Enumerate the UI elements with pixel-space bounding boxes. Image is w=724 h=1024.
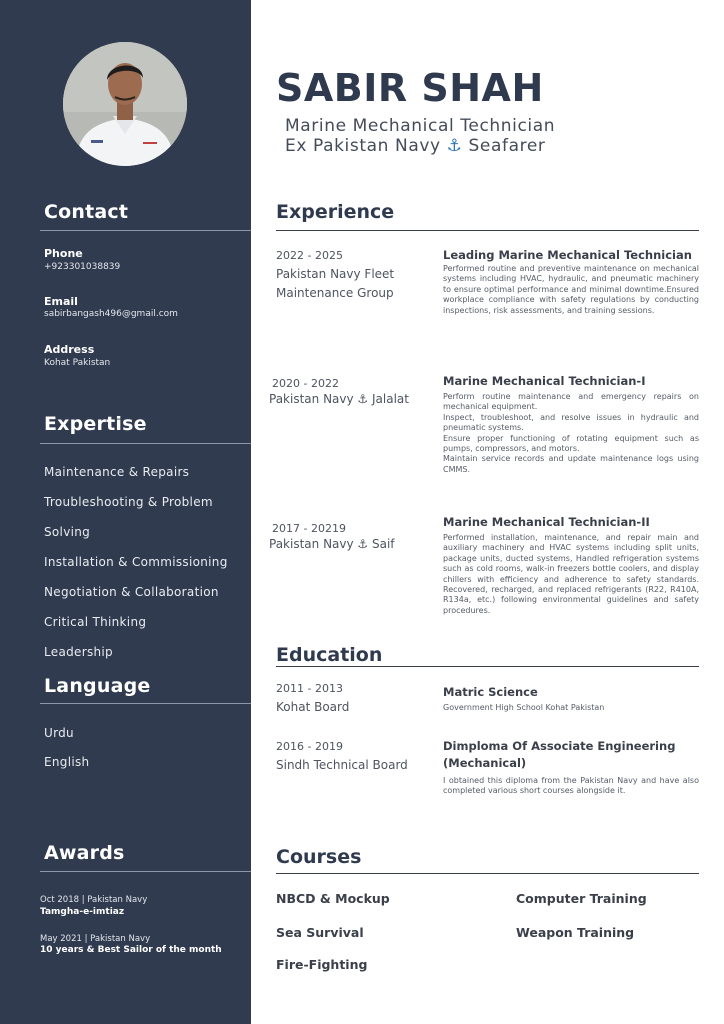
experience-description: Perform routine maintenance and emergency repairs on mechanical equipment. Inspect, troubleshoot, and resolve issues in hydraulic and pneumatic systems. Ensure proper functioning of rotating equipment such as pumps, compressors, and motors. Maintain service records and update maintenance logs using CMMS. <box>443 392 699 474</box>
subtitle-prefix: Ex Pakistan Navy <box>285 136 441 156</box>
expertise-item: Installation & Commissioning <box>44 555 228 569</box>
education-description: Government High School Kohat Pakistan <box>443 703 605 712</box>
education-org: Kohat Board <box>276 700 350 714</box>
education-heading: Education <box>276 644 383 666</box>
course-item: NBCD & Mockup <box>276 891 390 906</box>
awards-divider <box>40 871 251 872</box>
job-subtitle: Marine Mechanical Technician <box>285 116 556 136</box>
education-divider <box>276 666 699 667</box>
course-item: Fire-Fighting <box>276 957 368 972</box>
job-subtitle-secondary <box>285 136 545 156</box>
experience-heading: Experience <box>276 201 395 223</box>
email-label: Email <box>44 295 78 308</box>
expertise-heading: Expertise <box>44 413 147 435</box>
experience-date: 2022 - 2025 <box>276 249 343 262</box>
expertise-item: Critical Thinking <box>44 615 147 629</box>
profile-photo-image <box>63 42 187 166</box>
courses-heading: Courses <box>276 846 362 868</box>
experience-org: Pakistan Navy Fleet <box>276 267 395 281</box>
experience-description: Performed installation, maintenance, and repair main and auxiliary machinery and HVAC systems including split units, package units, ducted systems, Handled refrigeration systems such as cold rooms, walk-in freezers bottle coolers, and display chillers with efficiency and adherence to safety standards. Recovered, recharged, and replaced refrigerants (R22, R410A, R134a, etc.) following environmental guidelines and safety procedures. <box>443 533 699 615</box>
contact-heading: Contact <box>44 201 129 223</box>
expertise-item: Troubleshooting & Problem <box>44 495 213 509</box>
award-date: May 2021 | Pakistan Navy <box>40 934 151 944</box>
award-title: 10 years & Best Sailor of the month <box>40 945 222 955</box>
language-item: Urdu <box>44 726 74 740</box>
education-org: Sindh Technical Board <box>276 758 408 772</box>
course-item: Computer Training <box>516 891 647 906</box>
education-date: 2016 - 2019 <box>276 740 343 753</box>
award-date: Oct 2018 | Pakistan Navy <box>40 895 148 905</box>
awards-heading: Awards <box>44 842 125 864</box>
sidebar <box>0 0 251 1024</box>
expertise-item: Solving <box>44 525 91 539</box>
education-date: 2011 - 2013 <box>276 682 343 695</box>
address-value: Kohat Pakistan <box>44 358 111 368</box>
experience-title: Marine Mechanical Technician-I <box>443 374 646 388</box>
experience-title: Marine Mechanical Technician-II <box>443 515 650 529</box>
course-item: Weapon Training <box>516 925 635 940</box>
experience-org: Maintenance Group <box>276 286 394 300</box>
education-title-secondary: (Mechanical) <box>443 756 527 770</box>
courses-divider <box>276 873 699 874</box>
subtitle-suffix: Seafarer <box>468 136 546 156</box>
experience-divider <box>276 230 699 231</box>
phone-value: +923301038839 <box>44 262 121 272</box>
candidate-name: SABIR SHAH <box>276 66 544 110</box>
language-divider <box>40 703 251 704</box>
expertise-divider <box>40 443 251 444</box>
experience-title: Leading Marine Mechanical Technician <box>443 248 692 262</box>
experience-date: 2017 - 20219 <box>272 522 346 535</box>
address-label: Address <box>44 343 95 356</box>
education-title: Dimploma Of Associate Engineering <box>443 739 676 753</box>
course-item: Sea Survival <box>276 925 364 940</box>
award-title: Tamgha-e-imtiaz <box>40 907 125 917</box>
profile-photo <box>63 42 187 166</box>
experience-date: 2020 - 2022 <box>272 377 339 390</box>
anchor-icon: ⚓ <box>446 136 463 156</box>
language-heading: Language <box>44 675 151 697</box>
experience-org: Pakistan Navy ⚓ Jalalat <box>269 392 409 406</box>
email-value: sabirbangash496@gmail.com <box>44 309 178 319</box>
experience-description: Performed routine and preventive maintenance on mechanical systems including HVAC, hydraulic, and pneumatic machinery to ensure optimal performance and minimal downtime.Ensured workplace compliance with safety regulations by conducting inspections, risk assessments, and training sessions. <box>443 264 699 315</box>
expertise-item: Negotiation & Collaboration <box>44 585 219 599</box>
experience-org: Pakistan Navy ⚓ Saif <box>269 537 395 551</box>
education-title: Matric Science <box>443 685 538 699</box>
expertise-item: Maintenance & Repairs <box>44 465 190 479</box>
expertise-item: Leadership <box>44 645 113 659</box>
phone-label: Phone <box>44 247 83 260</box>
language-item: English <box>44 755 90 769</box>
contact-divider <box>40 230 251 231</box>
education-description: I obtained this diploma from the Pakistan Navy and have also completed various short courses alongside it. <box>443 776 699 796</box>
